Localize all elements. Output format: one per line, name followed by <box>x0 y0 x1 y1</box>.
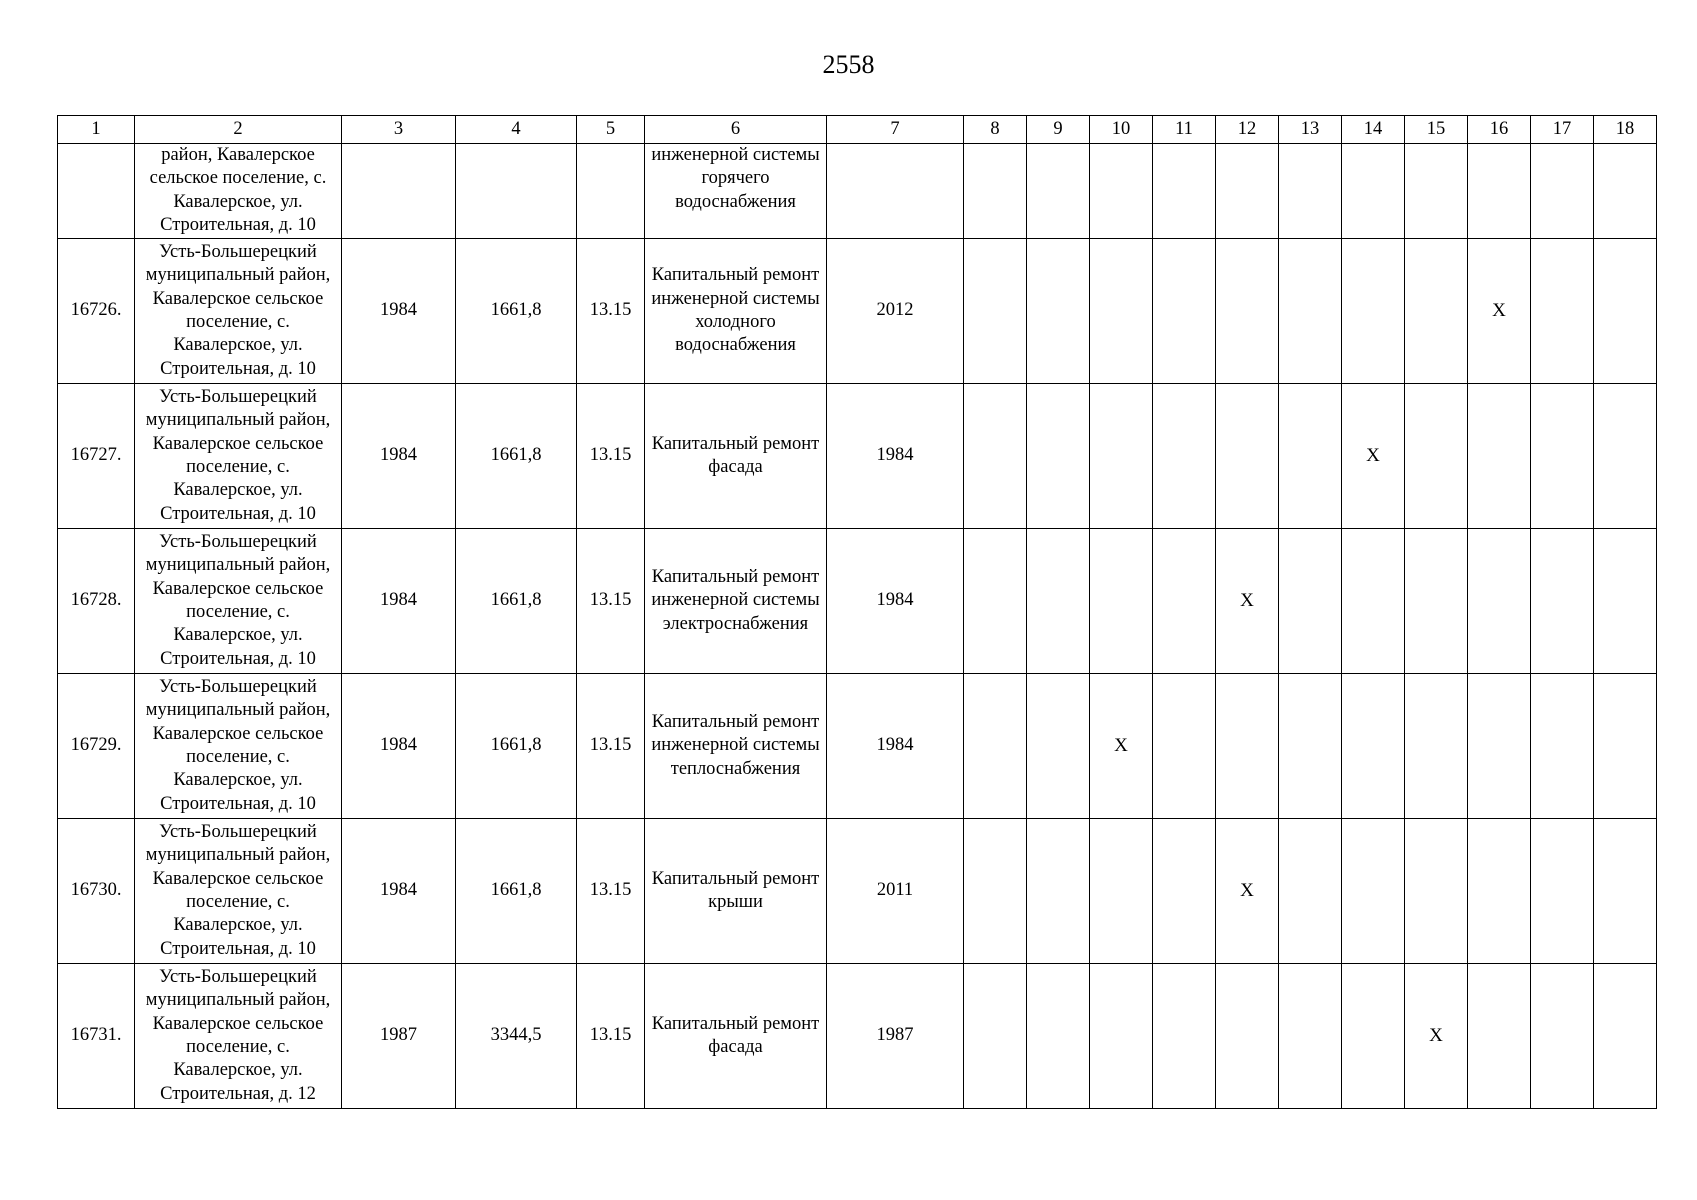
cell-work: Капитальный ремонт инженерной системы электроснабжения <box>645 529 827 674</box>
cell-address: Усть-Большерецкий муниципальный район, Кавалерское сельское поселение, с. Кавалерское, ул. Строительная, д. 10 <box>135 819 342 964</box>
table-row <box>58 819 1657 964</box>
x-mark: X <box>1492 299 1506 321</box>
cell-last-repair: 1984 <box>827 529 964 674</box>
cell-mark <box>1216 819 1279 964</box>
cell-last-repair: 1984 <box>827 674 964 819</box>
table-row <box>58 239 1657 384</box>
cell-mark <box>1279 529 1342 674</box>
cell-mark <box>1342 529 1405 674</box>
cell-code <box>577 144 645 239</box>
cell-mark <box>1468 819 1531 964</box>
cell-address: Усть-Большерецкий муниципальный район, Кавалерское сельское поселение, с. Кавалерское, ул. Строительная, д. 10 <box>135 674 342 819</box>
cell-mark <box>1027 529 1090 674</box>
cell-mark <box>964 819 1027 964</box>
cell-work: Капитальный ремонт инженерной системы холодного водоснабжения <box>645 239 827 384</box>
repair-registry-table <box>57 115 1657 1109</box>
cell-mark <box>1342 674 1405 819</box>
column-header: 13 <box>1279 116 1342 144</box>
cell-work: инженерной системы горячего водоснабжения <box>645 144 827 239</box>
cell-mark <box>1090 964 1153 1109</box>
cell-year: 1984 <box>342 819 456 964</box>
cell-mark <box>1153 384 1216 529</box>
cell-mark <box>1405 674 1468 819</box>
cell-mark <box>1342 964 1405 1109</box>
cell-year <box>342 144 456 239</box>
cell-mark <box>1027 964 1090 1109</box>
column-header: 1 <box>58 116 135 144</box>
cell-mark <box>1153 529 1216 674</box>
cell-mark <box>1594 964 1657 1109</box>
cell-address: Усть-Большерецкий муниципальный район, Кавалерское сельское поселение, с. Кавалерское, ул. Строительная, д. 10 <box>135 239 342 384</box>
cell-num <box>58 144 135 239</box>
column-header: 18 <box>1594 116 1657 144</box>
column-header: 11 <box>1153 116 1216 144</box>
table-row <box>58 384 1657 529</box>
cell-mark <box>1279 964 1342 1109</box>
cell-area: 1661,8 <box>456 384 577 529</box>
cell-mark <box>1531 674 1594 819</box>
cell-num: 16727. <box>58 384 135 529</box>
cell-mark <box>1531 819 1594 964</box>
cell-mark <box>1027 144 1090 239</box>
cell-code: 13.15 <box>577 964 645 1109</box>
cell-mark <box>1279 384 1342 529</box>
cell-mark <box>1405 144 1468 239</box>
cell-mark <box>1342 239 1405 384</box>
cell-mark <box>1594 674 1657 819</box>
cell-last-repair: 2012 <box>827 239 964 384</box>
cell-mark <box>964 529 1027 674</box>
column-header: 5 <box>577 116 645 144</box>
cell-mark <box>1216 964 1279 1109</box>
table-row <box>58 964 1657 1109</box>
cell-mark <box>1405 819 1468 964</box>
cell-mark <box>1594 384 1657 529</box>
cell-code: 13.15 <box>577 819 645 964</box>
cell-num: 16729. <box>58 674 135 819</box>
cell-mark <box>1216 239 1279 384</box>
column-header: 15 <box>1405 116 1468 144</box>
cell-mark <box>1090 239 1153 384</box>
cell-mark <box>1090 144 1153 239</box>
cell-area <box>456 144 577 239</box>
cell-mark <box>1027 674 1090 819</box>
cell-mark <box>1405 239 1468 384</box>
cell-mark <box>1468 144 1531 239</box>
cell-mark <box>1216 384 1279 529</box>
column-header: 7 <box>827 116 964 144</box>
cell-num: 16730. <box>58 819 135 964</box>
cell-mark <box>1027 819 1090 964</box>
table-row <box>58 529 1657 674</box>
cell-area: 1661,8 <box>456 529 577 674</box>
cell-mark <box>1090 529 1153 674</box>
cell-code: 13.15 <box>577 239 645 384</box>
cell-mark <box>1216 674 1279 819</box>
column-header: 8 <box>964 116 1027 144</box>
column-number-row <box>58 116 1657 144</box>
column-header: 14 <box>1342 116 1405 144</box>
cell-year: 1984 <box>342 529 456 674</box>
cell-mark <box>1153 819 1216 964</box>
cell-last-repair: 1984 <box>827 384 964 529</box>
cell-mark <box>964 674 1027 819</box>
cell-mark <box>1216 529 1279 674</box>
cell-last-repair <box>827 144 964 239</box>
column-header: 6 <box>645 116 827 144</box>
cell-mark <box>1090 819 1153 964</box>
cell-mark <box>1468 674 1531 819</box>
cell-mark <box>1153 964 1216 1109</box>
cell-address: Усть-Большерецкий муниципальный район, Кавалерское сельское поселение, с. Кавалерское, ул. Строительная, д. 10 <box>135 384 342 529</box>
cell-code: 13.15 <box>577 384 645 529</box>
continued-row <box>58 144 1657 239</box>
cell-mark <box>964 239 1027 384</box>
cell-mark <box>1090 384 1153 529</box>
cell-area: 3344,5 <box>456 964 577 1109</box>
cell-mark <box>1090 674 1153 819</box>
cell-mark <box>1153 674 1216 819</box>
cell-mark <box>1531 144 1594 239</box>
cell-num: 16728. <box>58 529 135 674</box>
cell-area: 1661,8 <box>456 819 577 964</box>
column-header: 4 <box>456 116 577 144</box>
cell-year: 1984 <box>342 239 456 384</box>
cell-mark <box>1594 144 1657 239</box>
x-mark: X <box>1240 589 1254 611</box>
cell-mark <box>1153 144 1216 239</box>
cell-year: 1984 <box>342 674 456 819</box>
cell-mark <box>964 144 1027 239</box>
cell-work: Капитальный ремонт инженерной системы теплоснабжения <box>645 674 827 819</box>
cell-last-repair: 2011 <box>827 819 964 964</box>
cell-address: Усть-Большерецкий муниципальный район, Кавалерское сельское поселение, с. Кавалерское, ул. Строительная, д. 10 <box>135 529 342 674</box>
cell-mark <box>1594 819 1657 964</box>
column-header: 12 <box>1216 116 1279 144</box>
column-header: 9 <box>1027 116 1090 144</box>
cell-mark <box>1468 964 1531 1109</box>
cell-mark <box>964 964 1027 1109</box>
cell-mark <box>1342 819 1405 964</box>
cell-mark <box>1531 239 1594 384</box>
x-mark: X <box>1114 734 1128 756</box>
cell-mark <box>1279 239 1342 384</box>
cell-mark <box>1405 964 1468 1109</box>
cell-area: 1661,8 <box>456 239 577 384</box>
cell-mark <box>1531 529 1594 674</box>
x-mark: X <box>1366 444 1380 466</box>
cell-mark <box>1342 384 1405 529</box>
cell-mark <box>1216 144 1279 239</box>
x-mark: X <box>1429 1024 1443 1046</box>
column-header: 16 <box>1468 116 1531 144</box>
cell-work: Капитальный ремонт фасада <box>645 964 827 1109</box>
page-number: 2558 <box>822 50 875 79</box>
cell-code: 13.15 <box>577 529 645 674</box>
column-header: 17 <box>1531 116 1594 144</box>
cell-mark <box>1468 529 1531 674</box>
cell-address: район, Кавалерское сельское поселение, с. Кавалерское, ул. Строительная, д. 10 <box>135 144 342 239</box>
cell-mark <box>1468 384 1531 529</box>
cell-mark <box>1279 674 1342 819</box>
cell-mark <box>1027 239 1090 384</box>
column-header: 2 <box>135 116 342 144</box>
cell-work: Капитальный ремонт крыши <box>645 819 827 964</box>
column-header: 10 <box>1090 116 1153 144</box>
cell-mark <box>1531 964 1594 1109</box>
cell-mark <box>1279 819 1342 964</box>
cell-code: 13.15 <box>577 674 645 819</box>
cell-mark <box>1405 529 1468 674</box>
cell-mark <box>1342 144 1405 239</box>
cell-area: 1661,8 <box>456 674 577 819</box>
cell-num: 16726. <box>58 239 135 384</box>
cell-mark <box>1594 529 1657 674</box>
table-row <box>58 674 1657 819</box>
cell-mark <box>964 384 1027 529</box>
cell-mark <box>1405 384 1468 529</box>
cell-num: 16731. <box>58 964 135 1109</box>
cell-year: 1987 <box>342 964 456 1109</box>
cell-address: Усть-Большерецкий муниципальный район, Кавалерское сельское поселение, с. Кавалерское, ул. Строительная, д. 12 <box>135 964 342 1109</box>
column-header: 3 <box>342 116 456 144</box>
cell-work: Капитальный ремонт фасада <box>645 384 827 529</box>
cell-mark <box>1027 384 1090 529</box>
cell-mark <box>1531 384 1594 529</box>
cell-mark <box>1594 239 1657 384</box>
cell-mark <box>1468 239 1531 384</box>
cell-mark <box>1279 144 1342 239</box>
cell-mark <box>1153 239 1216 384</box>
x-mark: X <box>1240 879 1254 901</box>
cell-last-repair: 1987 <box>827 964 964 1109</box>
cell-year: 1984 <box>342 384 456 529</box>
